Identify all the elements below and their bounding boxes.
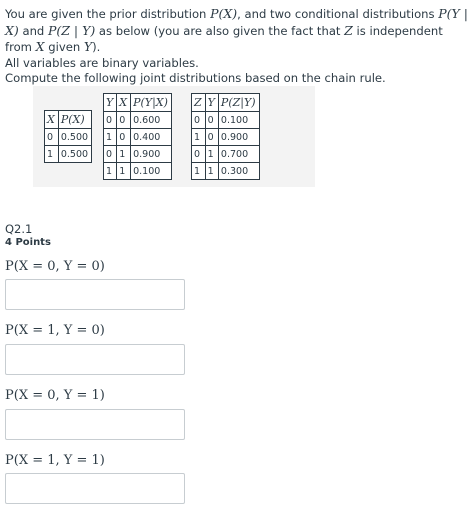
answer-label-x1-y1: P(X = 1, Y = 1) [5, 453, 105, 468]
table-cell: 0 [205, 129, 218, 146]
answer-label-x0-y0: P(X = 0, Y = 0) [5, 259, 105, 274]
table-cell: 1 [205, 146, 218, 163]
header-cell: X [117, 94, 131, 112]
table-cell: 0 [117, 129, 131, 146]
table-cell: 1 [192, 163, 206, 180]
prompt-text: as below (you are also given the fact that [95, 23, 345, 38]
table-cell: 0 [192, 146, 206, 163]
prompt-instruction: Compute the following joint distributions based on the chain rule. [5, 71, 386, 85]
prior-x-table [44, 110, 92, 163]
table-cell: 1 [205, 163, 218, 180]
table-cell: 0.900 [218, 129, 259, 146]
header-cell: Y [205, 94, 218, 112]
table-cell: 0.300 [218, 163, 259, 180]
header-cell: P(Z|Y) [218, 94, 259, 112]
table-cell: 1 [104, 163, 117, 180]
table-row [104, 163, 172, 180]
question-points: 4 Points [5, 237, 51, 248]
answer-input-x0-y0[interactable] [5, 279, 185, 310]
math-y: Y [83, 39, 93, 54]
table-cell: 1 [117, 163, 131, 180]
math-px: P(X) [210, 6, 238, 21]
conditional-y-given-x-table [103, 93, 172, 180]
table-row [104, 112, 172, 129]
table-cell: 0 [117, 112, 131, 129]
table-row [45, 129, 92, 146]
prompt-text: and [18, 23, 48, 38]
answer-label-x0-y1: P(X = 0, Y = 1) [5, 388, 105, 403]
question-prompt [5, 6, 471, 87]
table-cell: 1 [192, 129, 206, 146]
table-row [45, 146, 92, 163]
table-cell: 0 [45, 129, 59, 146]
prompt-binary-note: All variables are binary variables. [5, 55, 199, 70]
table-cell: 0.600 [131, 112, 172, 129]
prompt-text: given [44, 40, 84, 54]
header-cell: P(Y|X) [131, 94, 172, 112]
table-cell: 0 [205, 112, 218, 129]
table-cell: 0.500 [58, 129, 91, 146]
table-cell: 0.100 [131, 163, 172, 180]
math-x: X [35, 39, 45, 54]
math-pyx: P(Y | X) [5, 6, 468, 38]
prompt-paragraph [5, 6, 471, 56]
table-cell: 0.500 [58, 146, 91, 163]
header-cell: Z [192, 94, 206, 112]
prompt-text: You are given the prior distribution [5, 7, 211, 21]
table-header-row [192, 94, 260, 112]
header-cell: P(X) [58, 111, 91, 129]
table-cell: 0.400 [131, 129, 172, 146]
answer-input-x1-y0[interactable] [5, 344, 185, 375]
table-cell: 1 [45, 146, 59, 163]
table-row [192, 129, 260, 146]
math-pzy: P(Z | Y) [47, 22, 96, 38]
answer-input-x0-y1[interactable] [5, 409, 185, 440]
answer-label-x1-y0: P(X = 1, Y = 0) [5, 323, 105, 338]
prompt-text: , and two conditional distributions [237, 7, 439, 21]
table-row [104, 129, 172, 146]
table-cell: 1 [104, 129, 117, 146]
table-row [104, 146, 172, 163]
question-header [5, 222, 51, 249]
conditional-z-given-y-table [191, 93, 260, 180]
table-row [192, 112, 260, 129]
table-cell: 1 [117, 146, 131, 163]
table-row [192, 163, 260, 180]
question-title: Q2.1 [5, 222, 33, 236]
table-header-row [45, 111, 92, 129]
header-cell: Y [104, 94, 117, 112]
prompt-text: ). [92, 40, 101, 54]
answer-input-x1-y1[interactable] [5, 473, 185, 504]
math-z: Z [344, 22, 353, 38]
table-header-row [104, 94, 172, 112]
table-cell: 0.900 [131, 146, 172, 163]
table-cell: 0 [192, 112, 206, 129]
table-cell: 0.700 [218, 146, 259, 163]
table-cell: 0.100 [218, 112, 259, 129]
table-cell: 0 [104, 112, 117, 129]
header-cell: X [45, 111, 59, 129]
prompt-text: is independent from [5, 23, 443, 54]
table-cell: 0 [104, 146, 117, 163]
table-row [192, 146, 260, 163]
